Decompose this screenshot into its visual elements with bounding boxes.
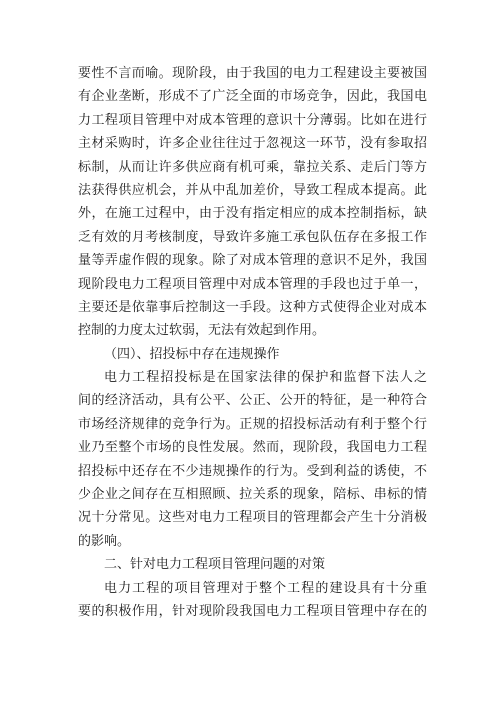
- section-heading-bidding: [78, 343, 427, 366]
- section-heading-countermeasures: [78, 553, 427, 576]
- text-line: 电力工程的项目管理对于整个工程的建设具有十分重: [104, 580, 427, 596]
- heading-text: （四）、招投标中存在违规操作: [104, 346, 280, 362]
- text-line: 况十分常见。这些对电力工程项目的管理都会产生十分消极: [78, 510, 427, 526]
- text-line: 乏有效的月考核制度，导致许多施工承包队伍存在多报工作: [78, 229, 427, 245]
- text-line: 招投标中还存在不少违规操作的行为。受到利益的诱使，不: [78, 463, 427, 479]
- text-line: 现阶段电力工程项目管理中对成本管理的手段也过于单一，: [78, 276, 427, 292]
- text-line: 控制的力度太过软弱，无法有效起到作用。: [78, 323, 326, 339]
- paragraph-cost-management: [78, 62, 427, 343]
- paragraph-bidding: [78, 366, 427, 553]
- text-line: 电力工程招投标是在国家法律的保护和监督下法人之: [104, 370, 427, 386]
- text-line: 主要还是依靠事后控制这一手段。这种方式使得企业对成本: [78, 299, 427, 315]
- text-line: 法获得供应机会，并从中乱加差价，导致工程成本提高。此: [78, 182, 427, 198]
- document-page: [78, 62, 427, 623]
- text-line: 要的积极作用，针对现阶段我国电力工程项目管理中存在的: [78, 603, 427, 619]
- text-line: 量等弄虚作假的现象。除了对成本管理的意识不足外，我国: [78, 253, 427, 269]
- text-line: 主材采购时，许多企业往往过于忽视这一环节，没有参取招: [78, 136, 427, 152]
- text-line: 的影响。: [78, 533, 131, 549]
- text-line: 少企业之间存在互相照顾、拉关系的现象，陪标、串标的情: [78, 487, 427, 503]
- text-line: 力工程项目管理中对成本管理的意识十分薄弱。比如在进行: [78, 112, 427, 128]
- text-line: 标制，从而让许多供应商有机可乘，靠拉关系、走后门等方: [78, 159, 427, 175]
- paragraph-countermeasures: [78, 577, 427, 624]
- text-line: 有企业垄断，形成不了广泛全面的市场竞争，因此，我国电: [78, 89, 427, 105]
- text-line: 要性不言而喻。现阶段，由于我国的电力工程建设主要被国: [78, 66, 427, 81]
- text-line: 业乃至整个市场的良性发展。然而，现阶段，我国电力工程: [78, 440, 427, 456]
- text-line: 外，在施工过程中，由于没有指定相应的成本控制指标，缺: [78, 206, 427, 222]
- text-line: 间的经济活动，具有公平、公正、公开的特征，是一种符合: [78, 393, 427, 409]
- text-line: 市场经济规律的竞争行为。正规的招投标活动有利于整个行: [78, 416, 427, 432]
- heading-text: 二、针对电力工程项目管理问题的对策: [104, 557, 326, 573]
